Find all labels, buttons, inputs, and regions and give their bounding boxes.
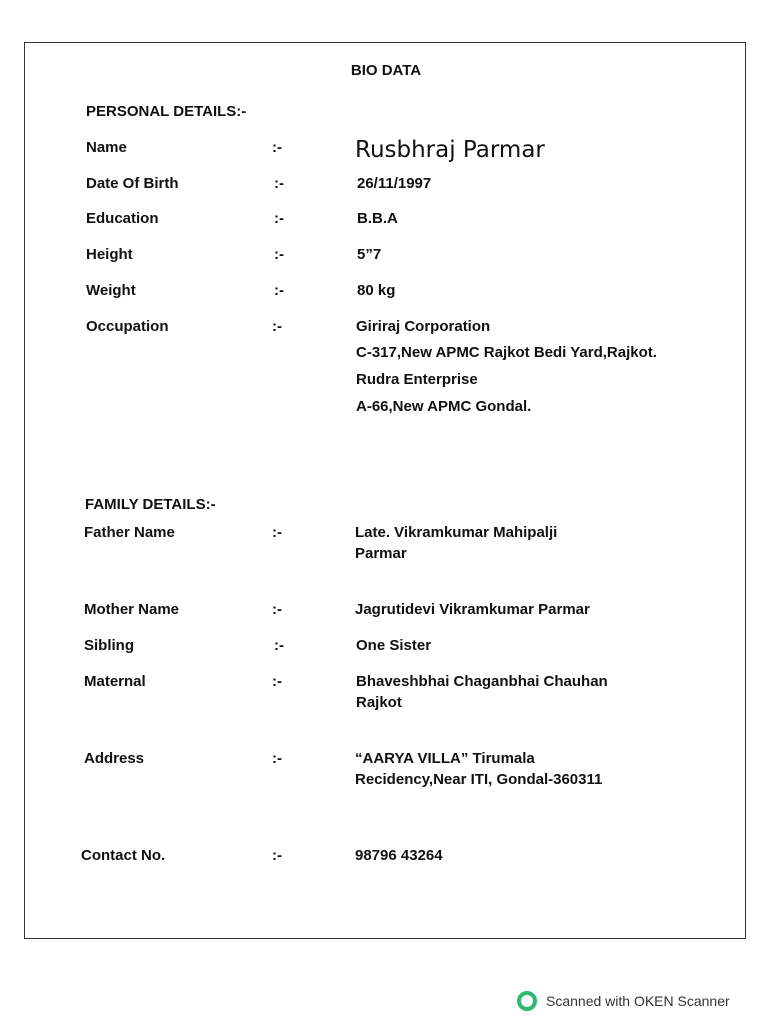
name-separator: :- [272, 139, 282, 156]
mother-separator: :- [272, 601, 282, 618]
occupation-line: Rudra Enterprise [356, 371, 478, 388]
contact-separator: :- [272, 847, 282, 864]
mother-value: Jagrutidevi Vikramkumar Parmar [355, 601, 590, 618]
maternal-separator: :- [272, 673, 282, 690]
maternal-line: Rajkot [356, 694, 402, 711]
name-value: Rusbhraj Parmar [355, 137, 545, 163]
occupation-line: A-66,New APMC Gondal. [356, 398, 532, 415]
father-separator: :- [272, 524, 282, 541]
sibling-separator: :- [274, 637, 284, 654]
page-title: BIO DATA [350, 62, 422, 79]
maternal-label: Maternal [84, 673, 146, 690]
family-details-heading: FAMILY DETAILS:- [85, 496, 216, 513]
education-separator: :- [274, 210, 284, 227]
occupation-label: Occupation [86, 318, 169, 335]
education-label: Education [86, 210, 159, 227]
maternal-line: Bhaveshbhai Chaganbhai Chauhan [356, 673, 608, 690]
weight-value: 80 kg [357, 282, 396, 299]
address-line: Recidency,Near ITI, Gondal-360311 [355, 771, 603, 788]
occupation-line: Giriraj Corporation [356, 318, 491, 335]
father-label: Father Name [84, 524, 175, 541]
name-label: Name [86, 139, 127, 156]
dob-separator: :- [274, 175, 284, 192]
occupation-separator: :- [272, 318, 282, 335]
address-line: “AARYA VILLA” Tirumala [355, 750, 535, 767]
height-label: Height [86, 246, 133, 263]
dob-value: 26/11/1997 [357, 175, 432, 192]
scanner-watermark [516, 990, 730, 1012]
education-value: B.B.A [357, 210, 398, 227]
sibling-label: Sibling [84, 637, 134, 654]
height-separator: :- [274, 246, 284, 263]
father-line: Late. Vikramkumar Mahipalji [355, 524, 558, 541]
personal-details-heading: PERSONAL DETAILS:- [86, 103, 247, 120]
contact-label: Contact No. [81, 847, 166, 864]
oken-scanner-logo-icon [516, 990, 538, 1012]
weight-separator: :- [274, 282, 284, 299]
scanner-watermark-text: Scanned with OKEN Scanner [546, 993, 730, 1009]
weight-label: Weight [86, 282, 136, 299]
biodata-sheet [24, 42, 746, 939]
address-separator: :- [272, 750, 282, 767]
father-line: Parmar [355, 545, 407, 562]
sibling-value: One Sister [356, 637, 432, 654]
mother-label: Mother Name [84, 601, 180, 618]
address-label: Address [84, 750, 145, 767]
dob-label: Date Of Birth [86, 175, 179, 192]
occupation-line: C-317,New APMC Rajkot Bedi Yard,Rajkot. [356, 344, 657, 361]
height-value: 5”7 [357, 246, 382, 263]
contact-value: 98796 43264 [355, 847, 443, 864]
